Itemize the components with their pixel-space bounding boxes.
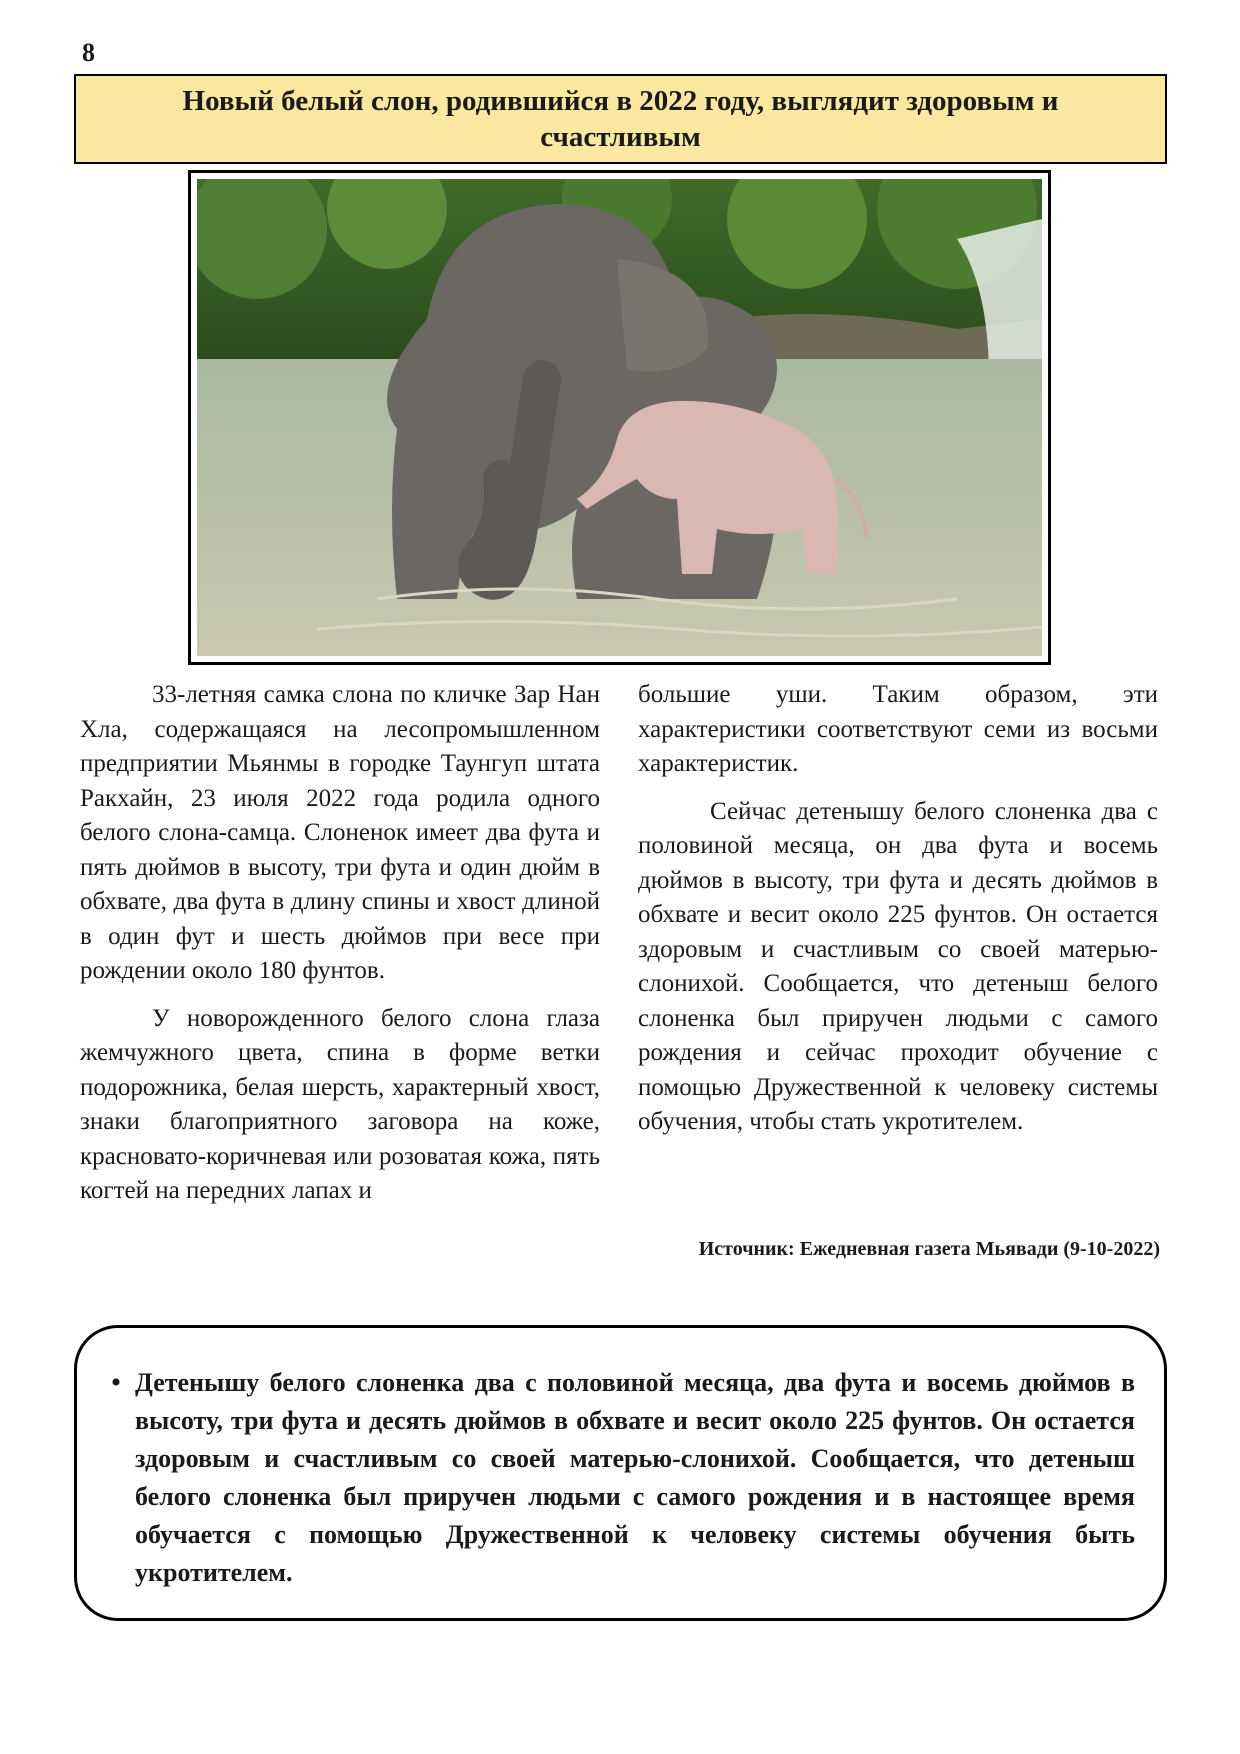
page-number: 8 bbox=[82, 38, 95, 67]
paragraph-1: 33-летняя самка слона по кличке Зар Нан Хла, содержащаяся на лесопромышленном предприятии Мьянмы в городке Таунгуп штата Ракхайн, 23 июля 2022 года родила одного белого слона-самца. Слоненок имеет два фута и пять дюймов в высоту, три фута и один дюйм в обхвате, два фута в длину спины и хвост длиной в один фут и шесть дюймов при весе при рождении около 180 фунтов. bbox=[80, 681, 600, 984]
summary-list-item bbox=[97, 1364, 1138, 1592]
bullet-icon: • bbox=[110, 1366, 122, 1399]
summary-box bbox=[74, 1325, 1167, 1621]
paragraph-2: У новорожденного белого слона глаза жемчужного цвета, спина в форме ветки подорожника, белая шерсть, характерный хвост, знаки благоприятного заговора на коже, красновато-коричневая или розоватая кожа, пять когтей на передних лапах и bbox=[80, 1004, 600, 1204]
paragraph-2-continued: большие уши. Таким образом, эти характеристики соответствуют семи из восьми характеристик. bbox=[638, 681, 1158, 777]
headline: Новый белый слон, родившийся в 2022 году, выглядит здоровым и счастливым bbox=[182, 85, 1059, 153]
paragraph-3: Сейчас детенышу белого слоненка два с половиной месяца, он два фута и восемь дюймов в высоту, три фута и десять дюймов в обхвате и весит около 225 фунтов. Он остается здоровым и счастливым со своей матерью-слонихой. Сообщается, что детеныш белого слоненка был приручен людьми с самого рождения и сейчас проходит обучение с помощью Дружественной к человеку системы обучения, чтобы стать укротителем. bbox=[638, 797, 1158, 1135]
elephant-photo-illustration bbox=[197, 179, 1042, 656]
elephant-photo bbox=[188, 170, 1051, 665]
headline-box bbox=[74, 74, 1167, 164]
right-column bbox=[638, 678, 1158, 1153]
left-column bbox=[80, 678, 600, 1222]
summary-text: Детенышу белого слоненка два с половиной месяца, два фута и восемь дюймов в высоту, три фута и десять дюймов в обхвате и весит около 225 фунтов. Он остается здоровым и счастливым со своей матерью-слонихой. Сообщается, что детеныш белого слоненка был приручен людьми с самого рождения и в настоящее время обучается с помощью Дружественной к человеку системы обучения быть укротителем. bbox=[135, 1368, 1135, 1587]
source-citation: Источник: Ежедневная газета Мьявади (9-10-2022) bbox=[698, 1238, 1160, 1260]
